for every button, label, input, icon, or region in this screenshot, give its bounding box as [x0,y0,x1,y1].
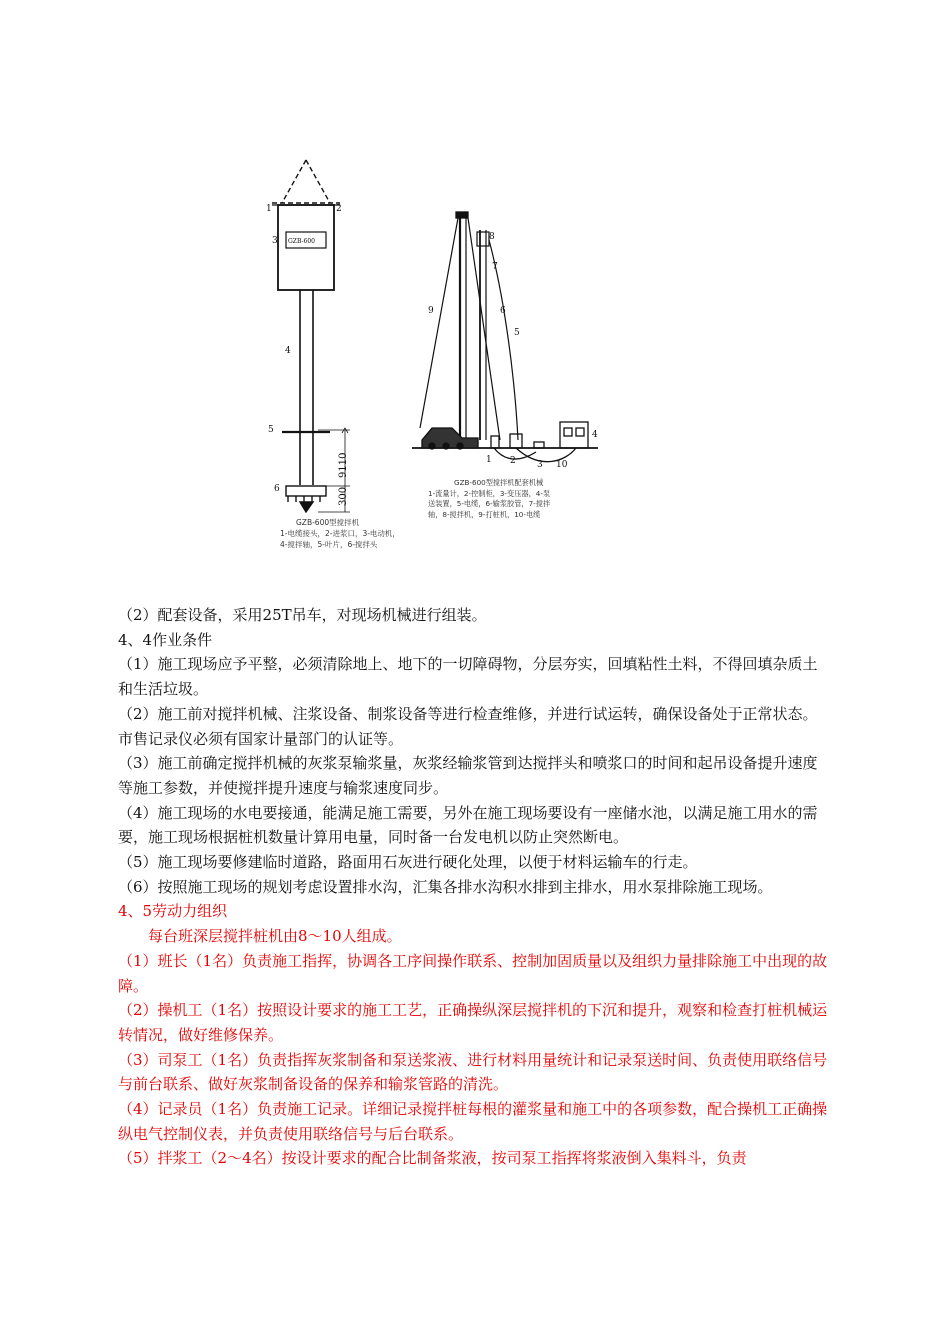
paragraph: （2）配套设备，采用25T吊车，对现场机械进行组装。 [118,606,487,624]
right-label-3: 3 [537,460,543,470]
paragraph: （4）施工现场的水电要接通，能满足施工需要，另外在施工现场要设有一座储水池，以满足施工用水的需要，施工现场根据桩机数量计算用电量，同时备一台发电机以防止突然断电。 [118,803,818,847]
left-dim-9110: 9110 [338,452,349,478]
left-figure-caption [280,517,400,550]
right-label-5: 5 [514,328,520,338]
right-figure-caption [428,478,593,520]
left-label-2: 2 [336,204,342,214]
right-label-10: 10 [556,460,568,470]
left-label-3: 3 [272,236,278,246]
left-box-label: GZB-600 [288,238,315,245]
paragraph: （3）施工前确定搅拌机械的灰浆泵输浆量，灰浆经输浆管到达搅拌头和喷浆口的时间和起吊设备提升速度等施工参数，并使搅拌提升速度与输浆速度同步。 [118,754,818,797]
paragraph: （2）操机工（1名）按照设计要求的施工工艺，正确操纵深层搅拌机的下沉和提升，观察和检查打桩机械运转情况，做好维修保养。 [118,1001,828,1044]
paragraph: 每台班深层搅拌桩机由8～10人组成。 [148,927,402,946]
left-caption-line: 4-搅拌轴，5-叶片，6-搅拌头 [280,540,378,549]
paragraph: （3）司泵工（1名）负责指挥灰浆制备和泵送浆液、进行材料用量统计和记录泵送时间、负责使用联络信号与前台联系、做好灰浆制备设备的保养和输浆管路的清洗。 [118,1050,828,1094]
right-pile-rig [412,212,598,462]
section-heading: 4、4作业条件 [118,630,213,649]
right-label-1: 1 [486,455,492,465]
left-caption-line: 1-电缆接头，2-进浆口，3-电动机， [280,529,400,538]
left-label-5: 5 [268,425,274,435]
section-heading: 4、5劳动力组织 [118,902,228,921]
right-label-6: 6 [500,306,506,316]
right-caption-line: 轴，8-搅拌机，9-打桩机，10-电缆 [428,509,541,519]
paragraph: （1）班长（1名）负责施工指挥，协调各工序间操作联系、控制加固质量以及组织力量排除施工中出现的故障。 [118,951,828,995]
right-label-7: 7 [492,262,498,272]
machine-diagram-figure [0,0,950,600]
left-label-6: 6 [274,484,280,494]
right-label-4: 4 [592,430,598,440]
right-caption-line: 送装置，5-电缆，6-输浆胶管，7-搅拌 [428,499,551,508]
right-caption-line: 1-流量计，2-控制柜，3-变压器，4-泵 [428,488,551,498]
paragraph: （4）记录员（1名）负责施工记录。详细记录搅拌桩每根的灌浆量和施工中的各项参数，配合操机工正确操纵电气控制仪表，并负责使用联络信号与后台联系。 [118,1100,828,1143]
paragraph: （5）施工现场要修建临时道路，路面用石灰进行硬化处理，以便于材料运输车的行走。 [118,853,698,872]
paragraph: （2）施工前对搅拌机械、注浆设备、制浆设备等进行检查维修，并进行试运转，确保设备处于正常状态。市售记录仪必须有国家计量部门的认证等。 [118,704,818,748]
paragraph: （5）拌浆工（2～4名）按设计要求的配合比制备浆液，按司泵工指挥将浆液倒入集料斗，负责 [118,1149,747,1168]
paragraph: （1）施工现场应予平整，必须清除地上、地下的一切障碍物，分层夯实，回填粘性土料，不得回填杂质土和生活垃圾。 [118,655,818,699]
document-body [118,603,830,1171]
left-label-1: 1 [266,204,272,214]
left-label-4: 4 [285,346,291,356]
right-label-9: 9 [428,306,434,316]
left-dim-300: 300 [338,486,349,506]
paragraph: （6）按照施工现场的规划考虑设置排水沟，汇集各排水沟积水排到主排水，用水泵排除施工现场。 [118,877,773,896]
left-caption-title: GZB-600型搅拌机 [296,518,360,527]
right-caption-title: GZB-600型搅拌机配套机械 [454,478,544,487]
right-label-2: 2 [510,456,516,466]
right-label-8: 8 [489,232,495,242]
